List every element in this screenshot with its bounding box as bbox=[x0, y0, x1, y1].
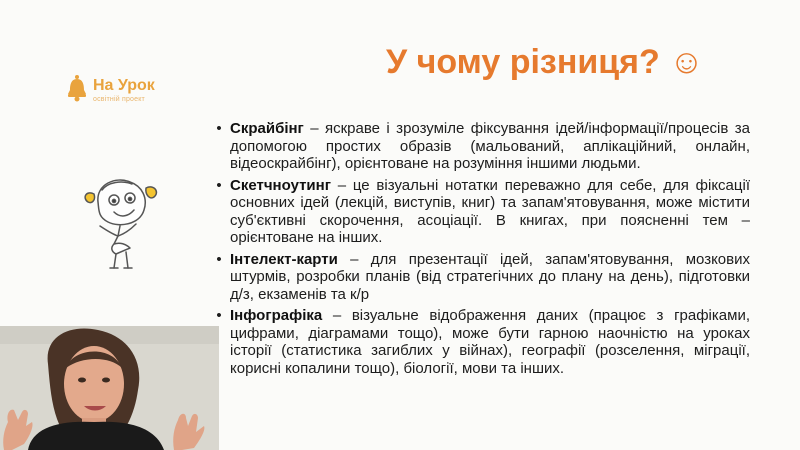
description-mind-maps: – для презентації ідей, запам'ятовування, мозкових штурмів, розробки планів (від стратегічних до плану на день), підготовки д/з, екзаменів та к/р bbox=[230, 250, 750, 303]
bullet-dot: • bbox=[216, 120, 222, 137]
bullet-dot: • bbox=[216, 176, 222, 194]
presenter-webcam-video bbox=[0, 326, 219, 450]
term-infographics: Інфографіка bbox=[230, 307, 323, 324]
description-scribing: – яскраве і зрозуміле фіксування ідей/інформації/процесів за допомогою простих образів (мальований, аплікаційний, онлайн, відеоскрайбінг), орієнтоване на розуміння іншими людьми. bbox=[230, 120, 750, 172]
bullet-dot: • bbox=[216, 307, 222, 324]
description-infographics: – візуальне відображення даних (працює з графіками, цифрами, діаграмами тощо), може бути гарною наочністю на уроках історії (статистика загиблих у війнах), географії (розселення, міграції, корисні копалини тощо), біології, мови та інших. bbox=[230, 307, 750, 377]
term-mind-maps: Інтелект-карти bbox=[230, 250, 338, 268]
term-scribing: Скрайбінг bbox=[230, 120, 304, 137]
presenter-figure bbox=[0, 326, 219, 450]
description-sketchnoting: – це візуальні нотатки переважно для себе, для фіксації основних ідей (лекцій, виступів, книг) та запам'ятовування, може містити суб'єктивні скорочення, асоціації. В книгах, при поясненні тем – орієнтоване на інших. bbox=[230, 176, 750, 246]
slide-title: У чому різниця? ☺ bbox=[386, 43, 704, 81]
list-item-sketchnoting bbox=[208, 177, 750, 247]
sketch-character-illustration bbox=[76, 172, 168, 272]
list-item-infographics bbox=[208, 307, 750, 377]
term-sketchnoting: Скетчноутинг bbox=[230, 176, 331, 194]
logo bbox=[66, 74, 176, 112]
bullet-dot: • bbox=[216, 250, 222, 268]
list-item-scribing bbox=[208, 120, 750, 173]
bell-icon bbox=[66, 74, 88, 102]
bullet-list bbox=[208, 120, 750, 381]
list-item-mind-maps bbox=[208, 251, 750, 304]
logo-tagline: освітній проект bbox=[93, 96, 145, 103]
logo-name: На Урок bbox=[93, 77, 155, 94]
